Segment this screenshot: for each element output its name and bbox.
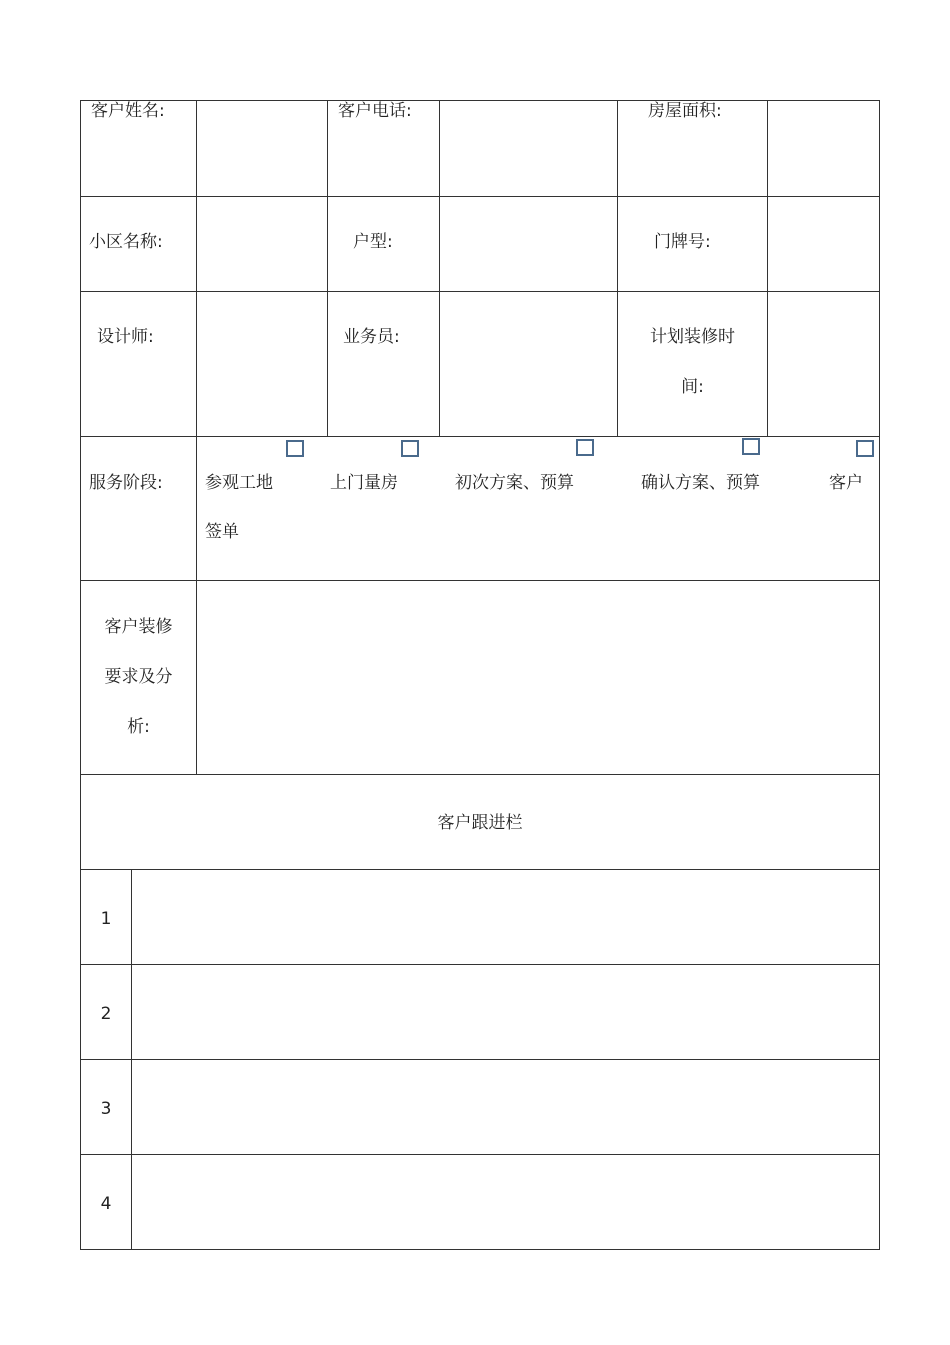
followup-row-number: 3 <box>100 1099 112 1119</box>
checkbox-visit-site[interactable] <box>286 440 304 457</box>
checkbox-initial-plan[interactable] <box>576 439 594 456</box>
community-name-label: 小区名称: <box>89 232 163 252</box>
customer-phone-label: 客户电话: <box>338 101 412 121</box>
option-customer-sign: 客户 <box>829 473 863 493</box>
row-divider <box>80 436 880 437</box>
plan-time-label: 计划装修时 <box>650 327 735 347</box>
followup-row-number: 2 <box>100 1004 112 1024</box>
plan-time-label-cont: 间: <box>681 377 704 397</box>
option-measure-home: 上门量房 <box>330 473 398 493</box>
salesperson-label: 业务员: <box>343 327 400 347</box>
requirements-label: 客户装修 <box>104 617 173 637</box>
checkbox-customer-sign[interactable] <box>856 440 874 457</box>
community-name-field[interactable] <box>197 197 327 291</box>
designer-label: 设计师: <box>97 327 154 347</box>
followup-title: 客户跟进栏 <box>437 813 523 833</box>
requirements-label-cont: 要求及分 <box>104 667 173 687</box>
followup-row-4-field[interactable] <box>132 1155 879 1249</box>
requirements-label-end: 析: <box>127 717 150 737</box>
row-divider <box>80 774 880 775</box>
salesperson-field[interactable] <box>440 292 617 436</box>
house-type-field[interactable] <box>440 197 617 291</box>
designer-field[interactable] <box>197 292 327 436</box>
option-confirm-plan: 确认方案、预算 <box>641 473 760 493</box>
table-border-bottom <box>80 1249 880 1250</box>
house-area-label: 房屋面积: <box>648 101 722 121</box>
plan-time-field[interactable] <box>768 292 879 436</box>
option-customer-sign-cont: 签单 <box>205 522 239 542</box>
customer-name-field[interactable] <box>197 101 327 196</box>
service-stage-label: 服务阶段: <box>89 473 163 493</box>
followup-row-2-field[interactable] <box>132 965 879 1059</box>
door-number-label: 门牌号: <box>654 232 711 252</box>
customer-phone-field[interactable] <box>440 101 617 196</box>
checkbox-confirm-plan[interactable] <box>742 438 760 455</box>
house-type-label: 户型: <box>353 232 393 252</box>
option-visit-site: 参观工地 <box>205 473 273 493</box>
followup-row-1-field[interactable] <box>132 870 879 964</box>
followup-row-number: 4 <box>100 1194 112 1214</box>
option-initial-plan: 初次方案、预算 <box>455 473 574 493</box>
followup-row-number: 1 <box>100 909 112 929</box>
followup-row-3-field[interactable] <box>132 1060 879 1154</box>
requirements-field[interactable] <box>197 581 879 774</box>
door-number-field[interactable] <box>768 197 879 291</box>
house-area-field[interactable] <box>768 101 879 196</box>
customer-name-label: 客户姓名: <box>91 101 165 121</box>
checkbox-measure-home[interactable] <box>401 440 419 457</box>
table-border-right <box>879 100 880 1250</box>
column-divider <box>327 100 328 436</box>
